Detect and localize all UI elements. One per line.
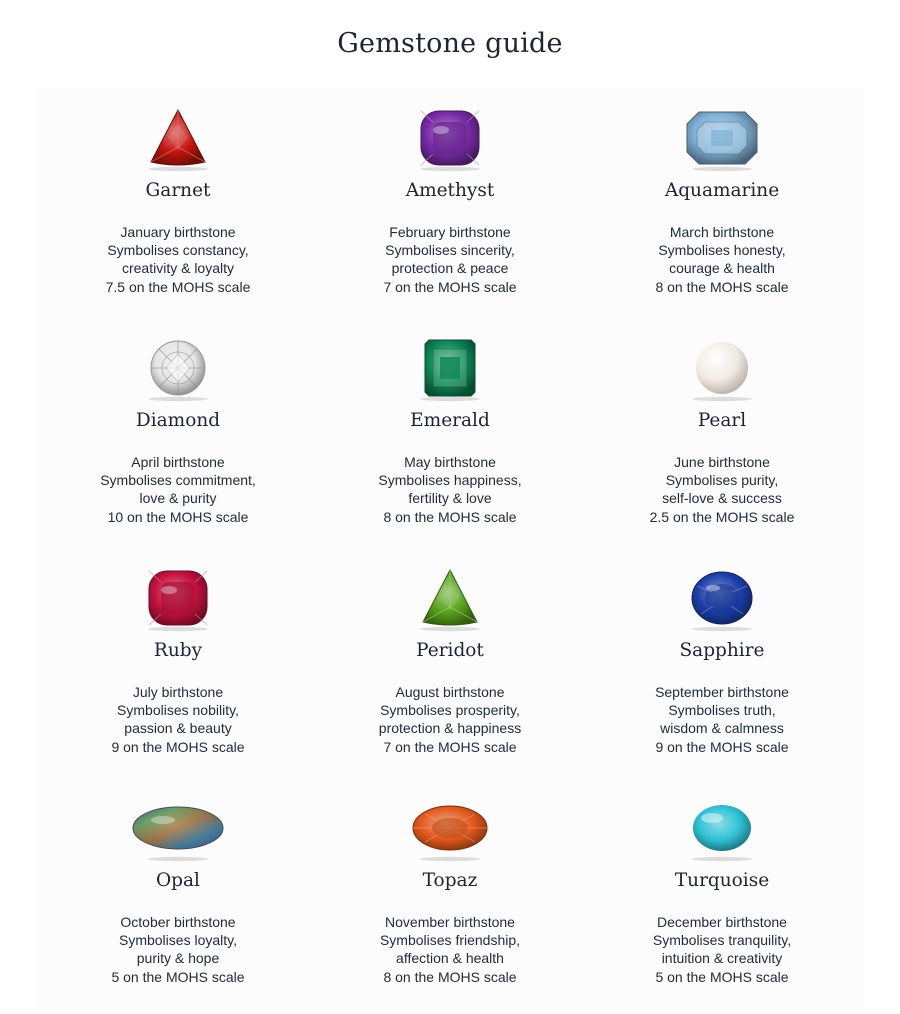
gem-details	[586, 913, 858, 986]
gem-name: Topaz	[422, 870, 478, 891]
gem-name: Opal	[156, 870, 200, 891]
gem-name: Peridot	[416, 640, 484, 661]
gem-symbolism-line-2: creativity & loyalty	[121, 260, 235, 277]
gem-mohs-hardness: 5 on the MOHS scale	[655, 968, 789, 985]
gem-card-opal	[42, 782, 314, 1012]
topaz-gem-image	[395, 792, 505, 862]
gem-details	[42, 453, 314, 526]
gem-card-diamond	[42, 322, 314, 552]
gem-name: Emerald	[410, 410, 490, 431]
gem-card-emerald	[314, 322, 586, 552]
gem-birth-month: August birthstone	[395, 684, 505, 700]
gem-symbolism-line-1: Symbolises tranquility,	[652, 932, 792, 949]
gem-mohs-hardness: 7 on the MOHS scale	[383, 738, 517, 755]
gem-birth-month: May birthstone	[404, 454, 496, 470]
gem-mohs-hardness: 2.5 on the MOHS scale	[649, 508, 795, 525]
ruby-gem-image	[123, 562, 233, 632]
gem-symbolism-line-2: courage & health	[669, 260, 775, 277]
gem-mohs-hardness: 5 on the MOHS scale	[111, 968, 245, 985]
gem-details	[42, 913, 314, 986]
gem-name: Diamond	[135, 410, 221, 431]
gem-card-topaz	[314, 782, 586, 1012]
gem-details	[314, 223, 586, 296]
gem-birth-month: January birthstone	[120, 224, 236, 240]
opal-gem-image	[123, 792, 233, 862]
gem-birth-month: December birthstone	[657, 914, 787, 930]
gem-symbolism-line-2: wisdom & calmness	[660, 720, 784, 737]
gem-details	[586, 683, 858, 756]
gem-name: Garnet	[145, 180, 211, 201]
gem-birth-month: September birthstone	[655, 684, 789, 700]
gem-symbolism-line-1: Symbolises honesty,	[658, 242, 786, 259]
gem-details	[586, 223, 858, 296]
gem-symbolism-line-1: Symbolises purity,	[665, 472, 779, 489]
gem-symbolism-line-2: protection & peace	[391, 260, 509, 277]
gem-mohs-hardness: 7.5 on the MOHS scale	[105, 278, 251, 295]
gem-mohs-hardness: 10 on the MOHS scale	[107, 508, 249, 525]
gem-symbolism-line-1: Symbolises sincerity,	[385, 242, 515, 259]
sapphire-gem-image	[667, 562, 777, 632]
gem-mohs-hardness: 7 on the MOHS scale	[383, 278, 517, 295]
gem-name: Turquoise	[674, 870, 770, 891]
page-title: Gemstone guide	[337, 28, 563, 59]
gem-details	[314, 683, 586, 756]
gem-symbolism-line-2: self-love & success	[662, 490, 782, 507]
gem-name: Sapphire	[679, 640, 765, 661]
gem-symbolism-line-2: affection & health	[396, 950, 504, 967]
gem-symbolism-line-2: intuition & creativity	[661, 950, 783, 967]
gem-symbolism-line-1: Symbolises happiness,	[378, 472, 522, 489]
gem-birth-month: March birthstone	[669, 224, 775, 240]
gem-details	[314, 453, 586, 526]
gem-mohs-hardness: 9 on the MOHS scale	[655, 738, 789, 755]
diamond-gem-image	[123, 332, 233, 402]
gem-mohs-hardness: 8 on the MOHS scale	[383, 508, 517, 525]
gem-birth-month: February birthstone	[389, 224, 511, 240]
gem-grid	[42, 92, 858, 1010]
gem-symbolism-line-1: Symbolises loyalty,	[118, 932, 237, 949]
gem-symbolism-line-2: protection & happiness	[378, 720, 522, 737]
gem-card-amethyst	[314, 92, 586, 322]
gem-details	[586, 453, 858, 526]
gem-name: Aquamarine	[664, 180, 780, 201]
gem-mohs-hardness: 8 on the MOHS scale	[383, 968, 517, 985]
peridot-gem-image	[395, 562, 505, 632]
gem-mohs-hardness: 8 on the MOHS scale	[655, 278, 789, 295]
aquamarine-gem-image	[667, 102, 777, 172]
gem-symbolism-line-2: passion & beauty	[124, 720, 232, 737]
gem-card-garnet	[42, 92, 314, 322]
gem-card-ruby	[42, 552, 314, 782]
gem-details	[42, 683, 314, 756]
turquoise-gem-image	[667, 792, 777, 862]
gem-card-aquamarine	[586, 92, 858, 322]
garnet-gem-image	[123, 102, 233, 172]
gem-birth-month: July birthstone	[132, 684, 224, 700]
gem-card-pearl	[586, 322, 858, 552]
gem-symbolism-line-1: Symbolises prosperity,	[380, 702, 520, 719]
gem-symbolism-line-2: purity & hope	[136, 950, 220, 967]
gem-card-sapphire	[586, 552, 858, 782]
gem-details	[42, 223, 314, 296]
gem-name: Pearl	[697, 410, 747, 431]
gem-symbolism-line-2: love & purity	[139, 490, 217, 507]
gem-birth-month: April birthstone	[131, 454, 225, 470]
gem-details	[314, 913, 586, 986]
gem-birth-month: November birthstone	[385, 914, 515, 930]
gem-birth-month: June birthstone	[674, 454, 770, 470]
gem-name: Amethyst	[405, 180, 495, 201]
gem-symbolism-line-1: Symbolises nobility,	[117, 702, 239, 719]
gem-mohs-hardness: 9 on the MOHS scale	[111, 738, 245, 755]
gem-name: Ruby	[153, 640, 203, 661]
gem-card-turquoise	[586, 782, 858, 1012]
gem-symbolism-line-1: Symbolises truth,	[668, 702, 776, 719]
gem-card-peridot	[314, 552, 586, 782]
gem-symbolism-line-1: Symbolises constancy,	[107, 242, 249, 259]
gem-symbolism-line-2: fertility & love	[408, 490, 492, 507]
amethyst-gem-image	[395, 102, 505, 172]
gem-symbolism-line-1: Symbolises friendship,	[379, 932, 521, 949]
emerald-gem-image	[395, 332, 505, 402]
gem-birth-month: October birthstone	[120, 914, 236, 930]
pearl-gem-image	[667, 332, 777, 402]
gem-symbolism-line-1: Symbolises commitment,	[100, 472, 256, 489]
